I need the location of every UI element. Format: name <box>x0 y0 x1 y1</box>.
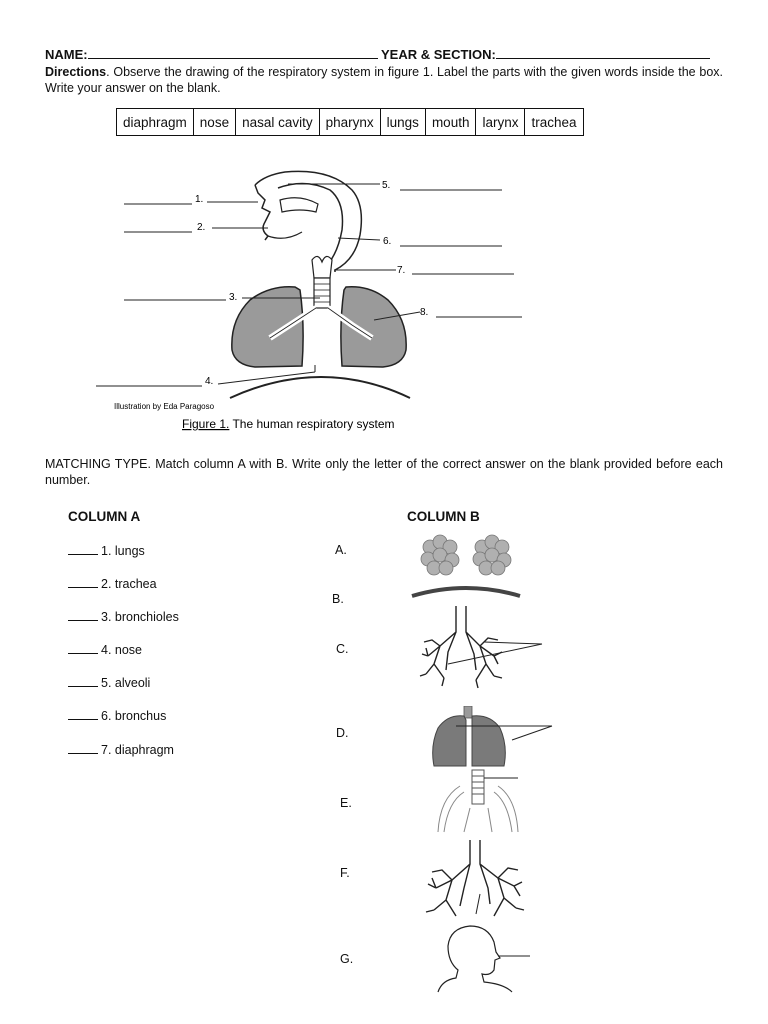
column-a-title: COLUMN A <box>68 509 141 524</box>
column-a-text: 6. bronchus <box>101 709 167 723</box>
directions-text: . Observe the drawing of the respiratory system in figure 1. Label the parts with the given words inside the box. Write your answer on the blank. <box>45 65 723 95</box>
directions-lead: Directions <box>45 65 107 79</box>
column-a-text: 1. lungs <box>101 544 145 558</box>
answer-blank[interactable] <box>68 576 98 588</box>
figure-label-6: 6. <box>383 236 392 247</box>
answer-blank[interactable] <box>68 543 98 555</box>
year-section-label: YEAR & SECTION: <box>381 47 496 62</box>
word-box-item: nose <box>193 109 235 136</box>
name-blank[interactable] <box>88 46 378 59</box>
word-box-item: lungs <box>380 109 425 136</box>
word-box-item: diaphragm <box>117 109 194 136</box>
column-a-item <box>68 609 179 624</box>
column-a-item <box>68 708 166 723</box>
answer-blank[interactable] <box>68 609 98 621</box>
word-box-item: larynx <box>476 109 525 136</box>
column-b-letter: A. <box>335 543 347 557</box>
answer-blank[interactable] <box>68 708 98 720</box>
bronchus-tree-icon <box>420 838 540 922</box>
column-a-item <box>68 675 150 690</box>
column-a-text: 5. alveoli <box>101 676 151 690</box>
figure-credit: Illustration by Eda Paragoso <box>114 402 215 411</box>
header-fields <box>45 46 710 62</box>
column-a-item <box>68 543 145 558</box>
head-nose-icon <box>432 922 532 994</box>
figure-label-8: 8. <box>420 307 429 318</box>
column-b-letter: C. <box>336 642 349 656</box>
respiratory-system-figure <box>90 160 530 440</box>
figure-label-1: 1. <box>195 194 204 205</box>
column-b-letter: B. <box>332 592 344 606</box>
word-box-item: pharynx <box>319 109 380 136</box>
figure-label-7: 7. <box>397 265 406 276</box>
answer-blank[interactable] <box>68 675 98 687</box>
figure-caption-prefix: Figure 1. <box>182 417 230 431</box>
word-box-item: nasal cavity <box>236 109 320 136</box>
word-box-item: trachea <box>525 109 583 136</box>
answer-blank[interactable] <box>68 742 98 754</box>
figure-label-4: 4. <box>205 376 214 387</box>
figure-caption <box>182 417 395 431</box>
column-a-item <box>68 576 157 591</box>
matching-intro: MATCHING TYPE. Match column A with B. Write only the letter of the correct answer on the blank provided before each number. <box>45 457 723 487</box>
diaphragm-arc-icon <box>410 582 522 600</box>
column-b-title: COLUMN B <box>407 509 480 524</box>
column-b-letter: F. <box>340 866 350 880</box>
answer-blank[interactable] <box>68 642 98 654</box>
column-b-letter: D. <box>336 726 349 740</box>
name-label: NAME: <box>45 47 88 62</box>
word-box <box>116 108 584 136</box>
column-a-text: 3. bronchioles <box>101 610 179 624</box>
trachea-icon <box>434 768 522 836</box>
column-a-text: 4. nose <box>101 643 143 657</box>
word-box-item: mouth <box>425 109 476 136</box>
alveoli-clusters-icon <box>418 533 518 579</box>
bronchioles-tree-icon <box>418 604 546 692</box>
figure-label-5: 5. <box>382 180 391 191</box>
column-b-letter: G. <box>340 952 354 966</box>
column-a-item <box>68 642 142 657</box>
figure-label-2: 2. <box>197 222 206 233</box>
year-section-blank[interactable] <box>496 46 710 59</box>
figure-label-3: 3. <box>229 292 238 303</box>
directions <box>45 64 723 96</box>
column-a-item <box>68 742 174 757</box>
figure-caption-text: The human respiratory system <box>229 417 395 431</box>
column-a-text: 7. diaphragm <box>101 743 174 757</box>
column-a-text: 2. trachea <box>101 577 157 591</box>
column-b-letter: E. <box>340 796 352 810</box>
lungs-icon <box>428 706 556 772</box>
